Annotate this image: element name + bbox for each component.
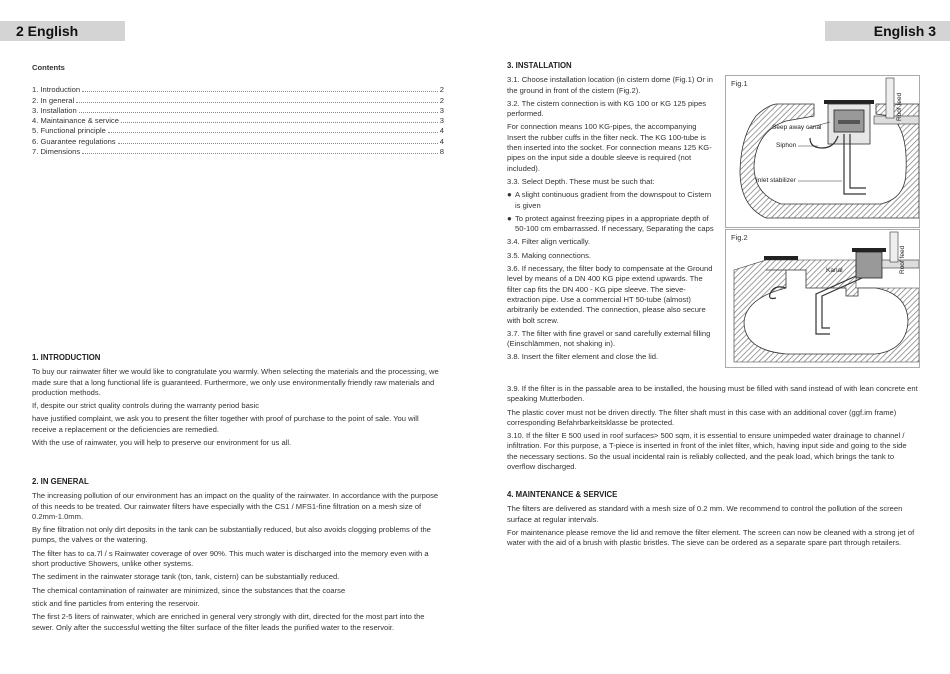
table-of-contents — [32, 63, 444, 157]
paragraph: stick and fine particles from entering the reservoir. — [32, 598, 200, 608]
toc-leader — [121, 122, 438, 123]
toc-item-label: 3. Installation — [32, 105, 77, 115]
toc-leader — [82, 91, 438, 92]
paragraph: To buy our rainwater filter we would like to congratulate you warmly. When selecting the materials and the processing, we made sure that a long functional life is guaranteed. Furthermore, we only use environmentally friendly raw materials and production methods. — [32, 367, 439, 397]
toc-title: Contents — [32, 63, 65, 72]
toc-item[interactable] — [32, 116, 444, 126]
toc-item[interactable] — [32, 147, 444, 157]
paragraph: The increasing pollution of our environment has an impact on the quality of the rainwater. In accordance with the purpose of this needs to be treated. Our rainwater filters have especially with the CS1 / MFS1-fine filtration on a mesh size of 0.2mm-1.0mm. — [32, 491, 439, 521]
toc-item-label: 2. In general — [32, 95, 75, 105]
inlet-stabilizer-label: Inlet stabilizer — [756, 177, 796, 184]
paragraph: 3.10. If the filter E 500 used in roof surfaces> 500 sqm, it is essential to ensure unimpeded water drainage to channel / infiltration. For this purpose, a T-piece is inserted in front of the inlet filter, which, having input side and going to the side the necessary sections. So the usual incidental rain is reliably collected, and the peak load, which brings the tank to overflow discharged. — [507, 431, 907, 472]
section-heading: 3. INSTALLATION — [507, 61, 572, 70]
toc-item-label: 7. Dimensions — [32, 147, 81, 157]
toc-item-page: 2 — [439, 85, 444, 95]
bullet-icon: ● — [507, 190, 512, 200]
paragraph: By fine filtration not only dirt deposits in the tank can be substantially reduced, but also avoids clogging problems of the pumps, the valves or the watering. — [32, 525, 431, 545]
cistern-dome-diagram — [726, 76, 919, 227]
paragraph: 3.1. Choose installation location (in cistern dome (Fig.1) Or in the ground in front of the cistern (Fig.2). — [507, 75, 713, 95]
figure-2 — [725, 229, 920, 368]
toc-item-page: 4 — [439, 136, 444, 146]
siphon-label: Siphon — [776, 142, 797, 149]
toc-item-page: 4 — [439, 126, 444, 136]
toc-leader — [108, 132, 438, 133]
paragraph: 3.9. If the filter is in the passable area to be installed, the housing must be filled with sand instead of with lean concrete ent speaking Mutterboden. — [507, 384, 918, 404]
paragraph: The filter has to ca.7l / s Rainwater coverage of over 90%. This much water is discharged into the memory even with a short productive Showers, unlike other systems. — [32, 548, 429, 569]
paragraph: have justified complaint, we ask you to present the filter together with proof of purchase to the point of sale. You will receive a replacement or the deficiencies are remedied. — [32, 414, 419, 434]
toc-item-label: 6. Guarantee regulations — [32, 136, 116, 146]
toc-leader — [76, 102, 438, 103]
paragraph: 3.8. Insert the filter element and close the lid. — [507, 352, 659, 362]
paragraph: If, despite our strict quality controls during the warranty period basic — [32, 401, 260, 411]
toc-leader — [118, 143, 438, 144]
toc-item-page: 3 — [439, 105, 444, 115]
paragraph: 3.4. Filter align vertically. — [507, 237, 590, 247]
toc-leader — [79, 112, 438, 113]
figure-label: Fig.2 — [731, 233, 748, 242]
paragraph: 3.6. If necessary, the filter body to compensate at the Ground level by means of a DN 400 KG pipe extend upwards. The filter cap fits the DN 400 - KG pipe sleeve. The sieve-extraction pipe. Use a commercial HT 50-tube (almost) arbitrarily be extended. The connection, please also secure with bolt screw. — [507, 264, 713, 325]
kanal-label: Kanal — [826, 267, 843, 274]
bullet-icon: ● — [507, 213, 512, 223]
roof-feed-label: Roof feed — [899, 245, 906, 274]
toc-item-label: 4. Maintainance & service — [32, 116, 119, 126]
paragraph: 3.5. Making connections. — [507, 250, 592, 260]
toc-item[interactable] — [32, 85, 444, 95]
section-heading: 4. MAINTENANCE & SERVICE — [507, 490, 618, 499]
paragraph: The first 2-5 liters of rainwater, which are enriched in general very strongly with dirt, directed for the most part into the sewer. Only after the successful wetting the filter surface of the filter leads the purified water to the reservoir. — [32, 612, 425, 632]
toc-item-page: 8 — [439, 147, 444, 157]
introduction-section — [32, 353, 442, 451]
page-header-right: English 3 — [825, 21, 950, 41]
figure-label: Fig.1 — [731, 79, 748, 88]
toc-item-page: 3 — [439, 116, 444, 126]
toc-leader — [82, 153, 438, 154]
paragraph: For connection means 100 KG-pipes, the accompanying Insert the rubber cuffs in the filter neck. The KG 100-tube is then inserted into the socket. For connection means 125 KG-pipes on the input side a double sleeve is required (not included). — [507, 122, 712, 173]
toc-item-label: 1. Introduction — [32, 85, 81, 95]
paragraph: The chemical contamination of rainwater are minimized, since the substances that the coarse — [32, 585, 346, 595]
seep-away-label: Seep away canal — [772, 124, 822, 131]
paragraph: 3.7. The filter with fine gravel or sand carefully external filling (Einschlämmen, not shaking in). — [507, 328, 711, 349]
ground-install-diagram — [726, 230, 919, 367]
paragraph: The plastic cover must not be driven directly. The filter shaft must in this case with an additional cover (ggf.im frame) corresponding Befahrbarkeitsklasse be protected. — [507, 407, 897, 427]
figure-1 — [725, 75, 920, 228]
paragraph: The sediment in the rainwater storage tank (ton, tank, cistern) can be substantially reduced. — [32, 572, 340, 582]
toc-item-page: 2 — [439, 95, 444, 105]
general-section — [32, 477, 442, 636]
bullet-item: ● A slight continuous gradient from the downspout to Cistern is given — [507, 190, 712, 210]
paragraph: The filters are delivered as standard with a mesh size of 0.2 mm. We recommend to control the pollution of the screen surface at regular intervals. — [507, 504, 903, 524]
section-heading: 1. INTRODUCTION — [32, 353, 101, 362]
paragraph: 3.3. Select Depth. These must be such that: — [507, 176, 655, 186]
roof-feed-label: Roof feed — [896, 92, 903, 121]
toc-item[interactable] — [32, 96, 444, 106]
installation-continued — [507, 384, 919, 475]
bullet-item: ● To protect against freezing pipes in a appropriate depth of 50-100 cm embarrassed. If necessary, Separating the caps — [507, 213, 714, 234]
toc-item-label: 5. Functional principle — [32, 126, 106, 136]
installation-section — [507, 61, 717, 366]
toc-item[interactable] — [32, 137, 444, 147]
paragraph: For maintenance please remove the lid and remove the filter element. The screen can now be cleaned with a strong jet of water with the aid of a brush with plastic bristles. The sieve can be ordered as a separate spare part through retailers. — [507, 527, 915, 548]
toc-item[interactable] — [32, 126, 444, 136]
paragraph: 3.2. The cistern connection is with KG 100 or KG 125 pipes performed. — [507, 98, 707, 119]
paragraph: With the use of rainwater, you will help to preserve our environment for us all. — [32, 438, 292, 448]
page-header-left: 2 English — [0, 21, 125, 41]
toc-item[interactable] — [32, 106, 444, 116]
section-heading: 2. IN GENERAL — [32, 477, 89, 486]
maintenance-section — [507, 490, 919, 551]
